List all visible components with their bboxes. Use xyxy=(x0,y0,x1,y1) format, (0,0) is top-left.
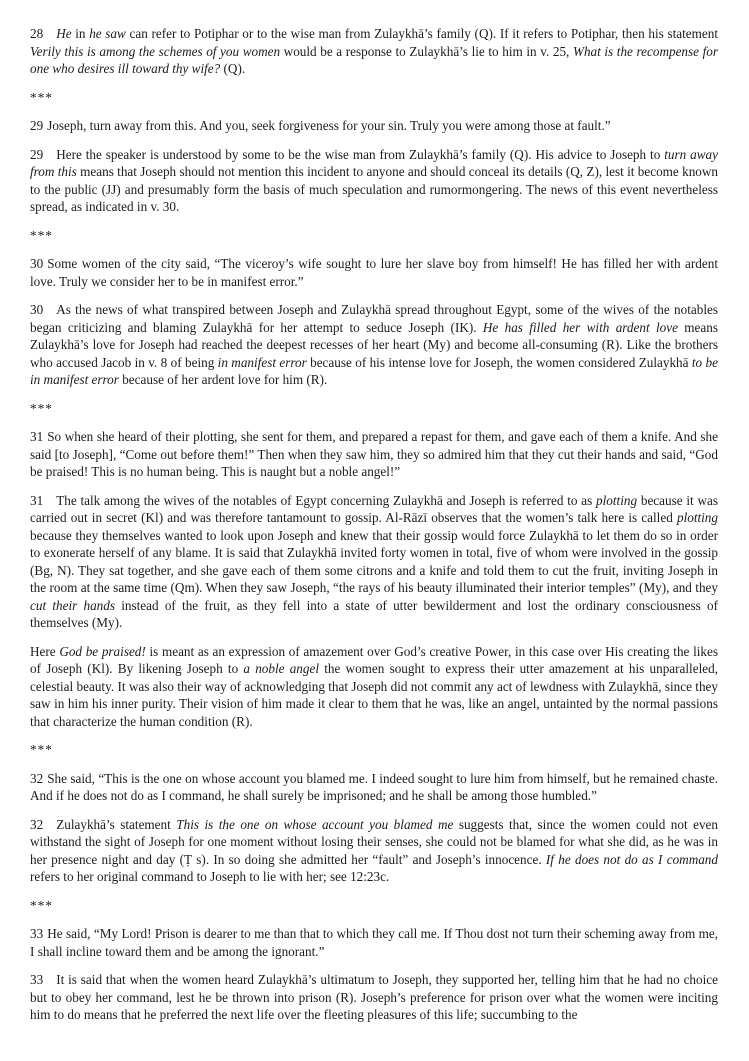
verse-number: 33 xyxy=(30,926,44,941)
text-run: refers to her original command to Joseph to lie with her; see 12:23c. xyxy=(30,869,390,884)
text-run: means Zulaykhā’s love for Joseph had reached the deepest recesses of her heart (My) and become all-consuming (R). Like the brothers who accused Jacob in v. 8 of being xyxy=(30,319,718,370)
commentary-paragraph xyxy=(30,816,718,886)
commentary-paragraph xyxy=(30,492,718,632)
commentary-number: 31 xyxy=(30,492,44,508)
verse-paragraph xyxy=(30,255,718,290)
text-run: Some women of the city said, “The viceroy’s wife sought to lure her slave boy from himself! He has filled her with ardent love. Truly we consider her to be in manifest error.” xyxy=(30,256,718,289)
text-run: He xyxy=(56,26,72,41)
text-run: is meant as an expression of amazement over God’s creative Power, in this case over His creating the likes of Joseph (Kl). By likening Joseph to xyxy=(30,643,718,676)
text-run: turn away from this xyxy=(30,146,718,179)
verse-number: 31 xyxy=(30,429,44,444)
text-run: cut their hands xyxy=(30,597,115,613)
commentary-paragraph xyxy=(30,971,718,1024)
body-paragraph xyxy=(30,643,718,731)
section-separator: *** xyxy=(30,89,53,105)
page-content xyxy=(30,25,718,1024)
text-run: Here xyxy=(30,643,60,659)
text-run: to be in manifest error xyxy=(30,354,718,387)
text-run: a noble angel xyxy=(243,661,320,676)
commentary-paragraph xyxy=(30,25,718,78)
verse-paragraph xyxy=(30,925,718,960)
text-run: plotting xyxy=(676,510,718,525)
section-separator: *** xyxy=(30,897,53,913)
text-run: means that Joseph should not mention this incident to anyone and should conceal its details (Q, Z), lest it become known to the public (JJ) and presumably form the basis of much speculation and rumormongering. The news of this event nevertheless spread, as indicated in v. 30. xyxy=(30,164,718,214)
commentary-number: 28 xyxy=(30,26,44,41)
text-run: can refer to Potiphar or to the wise man from Zulaykhā’s family (Q). If it refers to Potiphar, then his statement xyxy=(125,26,718,41)
text-run: because they themselves wanted to look upon Joseph and knew that their gossip would force Zulaykhā to let them do so in order to exonerate herself of any blame. It is said that Zulaykhā invited forty women in total, five of whom were involved in the gossip (Bg, N). They sat together, and she gave each of them some citrons and a knife and told them to cut the fruit, inviting Joseph in the room at the same time (Qm). When they saw Joseph, “the rays of his beauty illuminated their interior temples” (My), and they xyxy=(30,527,718,595)
verse-paragraph xyxy=(30,117,718,135)
verse-number: 30 xyxy=(30,256,44,271)
text-run: God be praised! xyxy=(59,643,146,659)
text-run: Verily this is among the schemes of you women xyxy=(30,43,281,59)
text-run: because of her ardent love for him (R). xyxy=(118,372,328,387)
text-run: He has filled her with ardent love xyxy=(482,319,678,335)
text-run: He said, “My Lord! Prison is dearer to me than that to which they call me. If Thou dost not turn their scheming away from me, I shall incline toward them and be among the ignorant.” xyxy=(30,926,718,959)
text-run: he saw xyxy=(89,26,126,41)
text-run: If he does not do as I command xyxy=(545,851,718,867)
text-run: Joseph, turn away from this. And you, seek forgiveness for your sin. Truly you were among those at fault.” xyxy=(47,118,611,133)
text-run: What is the recompense for one who desires ill toward thy wife? xyxy=(30,43,719,76)
text-run: because of his intense love for Joseph, the women considered Zulaykhā xyxy=(306,354,692,370)
section-separator: *** xyxy=(30,400,53,416)
commentary-paragraph xyxy=(30,301,718,389)
text-run: the women sought to express their utter amazement at his unparalleled, celestial beauty. It was also their way of acknowledging that Joseph did not commit any act of lewdness with Zulaykhā, since they saw in him his inner purity. Their vision of him made it clear to them that he was, like an angel, untainted by the normal passions that characterize the human condition (R). xyxy=(30,661,718,729)
text-run: would be a response to Zulaykhā’s lie to him in v. 25, xyxy=(280,43,573,59)
text-run: plotting xyxy=(596,492,638,508)
commentary-paragraph xyxy=(30,146,718,216)
text-run: It is said that when the women heard Zulaykhā’s ultimatum to Joseph, they supported her, telling him that he had no choice but to obey her command, lest he be thrown into prison (R). Joseph’s preference for prison over what the women were inciting him to do means that he preferred the next life over the fleeting pleasures of this life; succumbing to the xyxy=(30,972,718,1022)
section-separator: *** xyxy=(30,227,53,243)
text-run: in manifest error xyxy=(217,354,307,370)
text-run: Here the speaker is understood by some to be the wise man from Zulaykhā’s family (Q). His advice to Joseph to xyxy=(56,146,665,162)
commentary-number: 33 xyxy=(30,972,44,987)
verse-number: 29 xyxy=(30,118,44,133)
commentary-number: 29 xyxy=(30,146,44,162)
text-run: As the news of what transpired between Joseph and Zulaykhā spread throughout Egypt, some of the wives of the notables began criticizing and blaming Zulaykhā for her attempt to seduce Joseph (IK). xyxy=(30,302,718,335)
text-run: (Q). xyxy=(220,61,246,76)
verse-paragraph xyxy=(30,428,718,481)
text-run: because it was carried out in secret (Kl) and was therefore tantamount to gossip. Al-Rāzī observes that the women’s talk here is called xyxy=(30,492,718,525)
text-run: in xyxy=(71,26,90,41)
text-run: suggests that, since the women could not even withstand the sight of Joseph for one moment without losing their senses, she could not be blamed for what she did, as he was in her presence night and day (Ṭ s). In so doing she admitted her “fault” and Joseph’s innocence. xyxy=(30,816,718,867)
text-run: The talk among the wives of the notables of Egypt concerning Zulaykhā and Joseph is referred to as xyxy=(56,492,597,508)
commentary-number: 30 xyxy=(30,302,44,317)
verse-number: 32 xyxy=(30,770,44,786)
text-run: So when she heard of their plotting, she sent for them, and prepared a repast for them, and gave each of them a knife. And she said [to Joseph], “Come out before them!” Then when they saw him, they so admired him that they cut their hands and said, “God be praised! This is no human being. This is naught but a noble angel!” xyxy=(30,429,718,479)
section-separator: *** xyxy=(30,742,53,757)
commentary-number: 32 xyxy=(30,816,44,832)
text-run: She said, “This is the one on whose account you blamed me. I indeed sought to lure him from himself, but he remained chaste. And if he does not do as I command, he shall surely be imprisoned; and he shall be among those humbled.” xyxy=(30,770,718,803)
verse-paragraph xyxy=(30,770,718,805)
text-run: This is the one on whose account you blamed me xyxy=(176,816,454,832)
text-run: instead of the fruit, as they fell into a state of utter bewilderment and lost the ordinary consciousness of themselves (My). xyxy=(30,597,718,630)
text-run: Zulaykhā’s statement xyxy=(56,816,177,832)
